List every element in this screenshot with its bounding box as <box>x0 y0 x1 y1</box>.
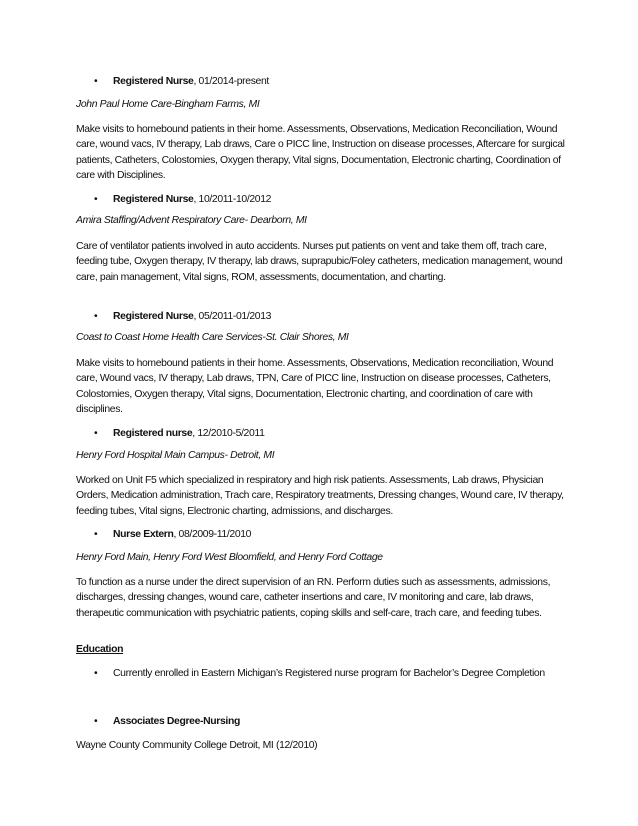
bullet-icon: • <box>94 668 98 679</box>
job-3-title <box>113 310 271 324</box>
bullet-icon: • <box>94 529 98 540</box>
education-school: Wayne County Community College Detroit, MI (12/2010) <box>76 740 318 751</box>
bullet-icon: • <box>94 311 98 322</box>
job-3-description: Make visits to homebound patients in their home. Assessments, Observations, Medication reconciliation, Wound care, Wound vacs, IV therapy, Lab draws, TPN, Care of PICC line, Instruction on disease processes, Catheters, Colostomies, Oxygen therapy, Vital signs, Documentation, Electronic charting, and coordination of care with disciplines. <box>76 358 554 416</box>
job-4-employer: Henry Ford Hospital Main Campus- Detroit, MI <box>76 450 275 461</box>
job-4-role: Registered nurse <box>113 428 193 439</box>
job-4-description: Worked on Unit F5 which specialized in respiratory and high risk patients. Assessments, Lab draws, Physician Orders, Medication administration, Trach care, Respiratory treatments, Dressing changes, Wound care, IV therapy, feeding tubes, Vital signs, Electronic charting, admissions, and discharges. <box>76 475 564 517</box>
job-5-title <box>113 528 251 542</box>
job-5-dates: , 08/2009-11/2010 <box>173 529 252 540</box>
education-heading: Education <box>76 644 124 655</box>
bullet-icon: • <box>94 76 98 87</box>
job-1-employer: John Paul Home Care-Bingham Farms, MI <box>76 99 260 110</box>
job-4-title <box>113 427 265 441</box>
job-4-dates: , 12/2010-5/2011 <box>192 428 265 439</box>
job-1-title <box>113 75 269 89</box>
job-1-description: Make visits to homebound patients in their home. Assessments, Observations, Medication Reconciliation, Wound care, wound vacs, IV therapy, Lab draws, Care o PICC line, Instruction on disease processes, Aftercare for surgical patients, Catheters, Colostomies, Oxygen therapy, Vital signs, Documentation, Electronic charting, Coordination of care with Disciplines. <box>76 124 565 182</box>
job-2-description: Care of ventilator patients involved in auto accidents. Nurses put patients on vent and take them off, trach care, feeding tube, Oxygen therapy, IV therapy, lab draws, suprapubic/Foley catheters, medication management, wound care, pain management, Vital signs, ROM, assessments, documentation, and charting. <box>76 241 563 283</box>
job-2-role: Registered Nurse <box>113 194 194 205</box>
bullet-icon: • <box>94 716 98 727</box>
job-5-employer: Henry Ford Main, Henry Ford West Bloomfield, and Henry Ford Cottage <box>76 552 383 563</box>
job-3-dates: , 05/2011-01/2013 <box>193 311 272 322</box>
job-5-role: Nurse Extern <box>113 529 174 540</box>
bullet-icon: • <box>94 428 98 439</box>
bullet-icon: • <box>94 194 98 205</box>
job-1-role: Registered Nurse <box>113 76 194 87</box>
job-2-title <box>113 193 271 207</box>
job-2-employer: Amira Staffing/Advent Respiratory Care- Dearborn, MI <box>76 215 307 226</box>
job-2-dates: , 10/2011-10/2012 <box>193 194 272 205</box>
education-item-1: Currently enrolled in Eastern Michigan’s Registered nurse program for Bachelor’s Degree Completion <box>113 668 545 679</box>
job-1-dates: , 01/2014-present <box>193 76 269 87</box>
job-5-description: To function as a nurse under the direct supervision of an RN. Perform duties such as assessments, admissions, discharges, dressing changes, wound care, catheter insertions and care, IV monitoring and care, lab draws, therapeutic communication with psychiatric patients, coping skills and self-care, trach care, and feeding tubes. <box>76 577 551 619</box>
job-3-role: Registered Nurse <box>113 311 194 322</box>
education-degree: Associates Degree-Nursing <box>113 716 240 727</box>
job-3-employer: Coast to Coast Home Health Care Services-St. Clair Shores, MI <box>76 332 349 343</box>
education-item-2 <box>113 715 240 729</box>
